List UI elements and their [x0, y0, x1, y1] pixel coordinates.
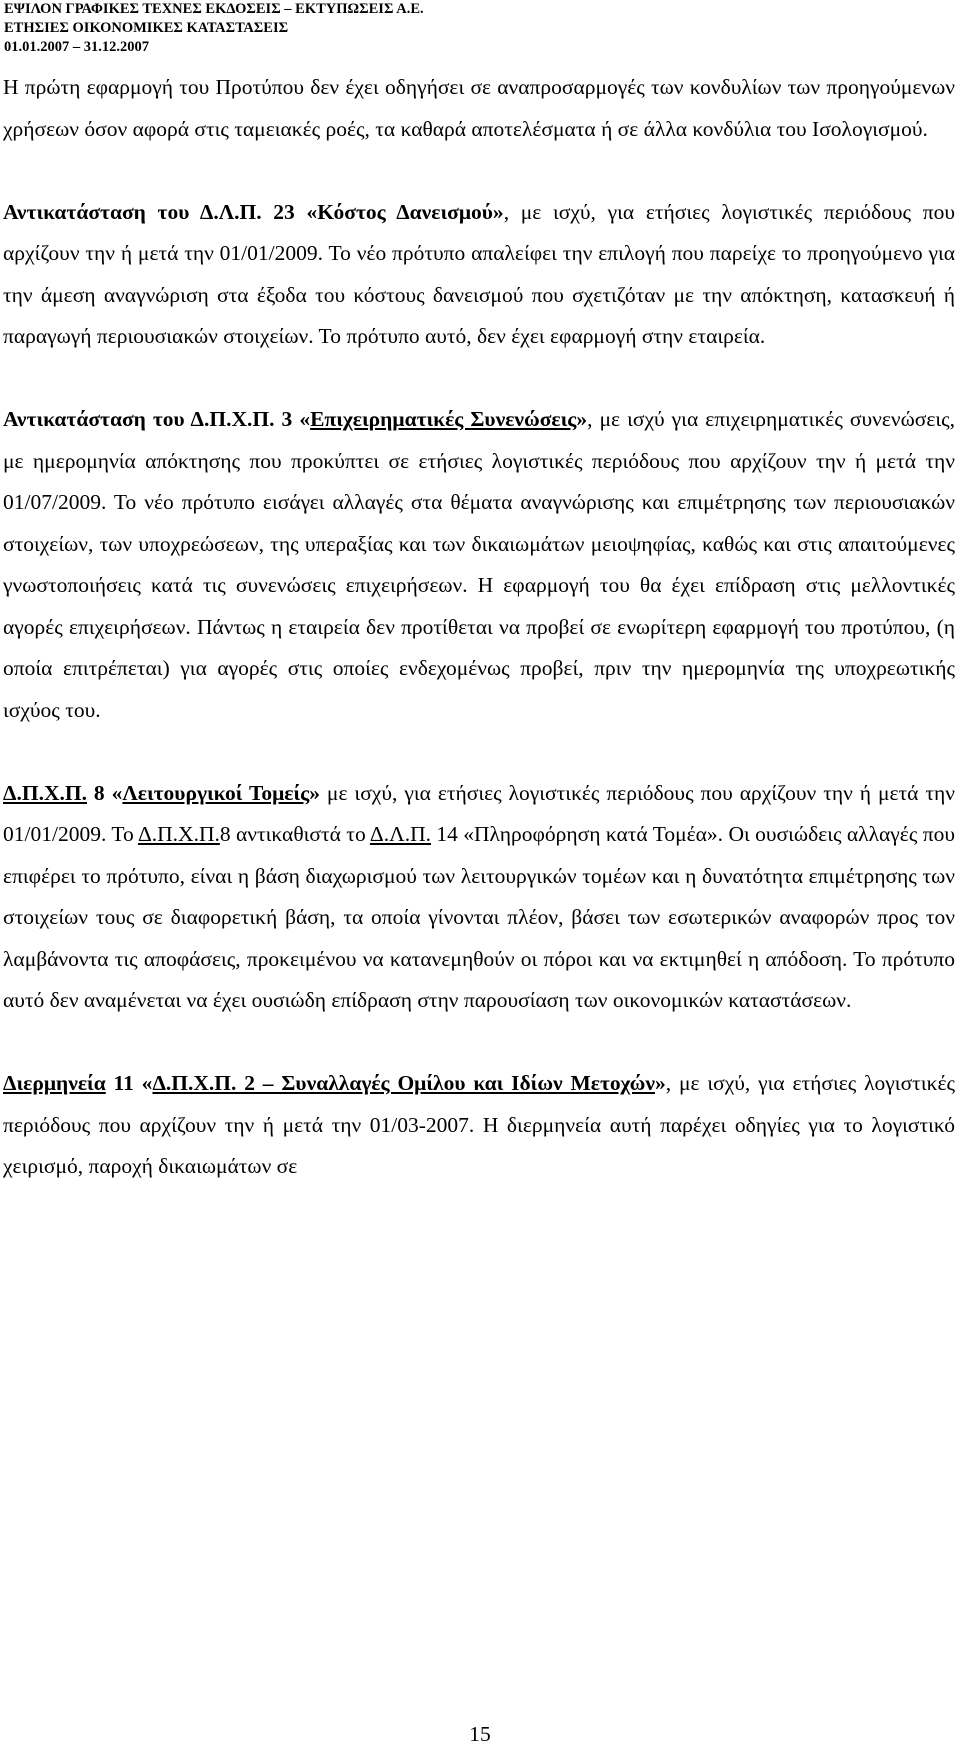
- section-title-name: Λειτουργικοί Τομείς: [122, 780, 310, 805]
- section-title-standard: 11 «: [105, 1071, 153, 1095]
- paragraph-text: Η πρώτη εφαρμογή του Προτύπου δεν έχει οδηγήσει σε αναπροσαρμογές των κονδυλίων των προηγούμενων χρήσεων όσον αφορά στις ταμειακές ροές, τα καθαρά αποτελέσματα ή σε άλλα κονδύλια του Ισολογισμού.: [3, 75, 955, 141]
- document-header: [4, 0, 424, 57]
- standard-reference: Δ.Π.Χ.Π.: [137, 822, 220, 846]
- section-title-quote: »: [576, 407, 588, 431]
- section-title-prefix: Αντικατάσταση του Δ.Π.Χ.Π.: [3, 407, 275, 431]
- section-title-name: Δανεισμού»: [396, 199, 504, 224]
- paragraph-first-application: [3, 67, 955, 150]
- paragraph-ifrs-8: [3, 773, 955, 1022]
- section-title-prefix: Δ.Π.Χ.Π.: [3, 780, 87, 805]
- section-title-quote: »: [655, 1071, 666, 1095]
- section-title-name: Δ.Π.Χ.Π. 2 – Συναλλαγές Ομίλου και Ιδίων Μετοχών: [152, 1071, 655, 1095]
- paragraph-text: 8 αντικαθιστά το: [219, 822, 370, 846]
- paragraph-text: 14 «Πληροφόρηση κατά Τομέα». Οι ουσιώδεις αλλαγές που επιφέρει το πρότυπο, είναι η βάση διαχωρισμού των λειτουργικών τομέων και η δυνατότητα επιμέτρησης των στοιχείων τους σε διαφορετική βάση, τα οποία γίνονται πλέον, βάσει των εσωτερικών αναφορών προς τον λαμβάνοντα τις αποφάσεις, προκειμένου να κατανεμηθούν οι πόροι και να εκτιμηθεί η απόδοση. Το πρότυπο αυτό δεν αναμένεται να έχει ουσιώδη επίδραση στην παρουσίαση των οικονομικών καταστάσεων.: [3, 822, 955, 1012]
- section-title-quote: »: [309, 780, 320, 805]
- section-title-prefix: Διερμηνεία: [3, 1071, 106, 1095]
- paragraph-text: , με ισχύ, για ετήσιες λογιστικές περιόδους που αρχίζουν την ή μετά την 01/01/2009. Το νέο πρότυπο απαλείφει την επιλογή που παρείχε το προηγούμενο για την άμεση αναγνώριση στα έξοδα του κόστους δανεισμού που σχετιζόταν με την απόκτηση, κατασκευή ή παραγωγή περιουσιακών στοιχείων. Το πρότυπο αυτό, δεν έχει εφαρμογή στην εταιρεία.: [3, 199, 955, 348]
- section-title-prefix: Αντικατάσταση του Δ.Λ.Π.: [3, 199, 262, 224]
- document-body: [3, 67, 955, 1188]
- page-number: 15: [469, 1722, 491, 1746]
- paragraph-ifric-11: [3, 1063, 955, 1188]
- paragraph-ias-23: [3, 192, 955, 358]
- paragraph-text: , με ισχύ για επιχειρηματικές συνενώσεις, με ημερομηνία απόκτησης που προκύπτει σε ετήσιες λογιστικές περιόδους που αρχίζουν την ή μετά την 01/07/2009. Το νέο πρότυπο εισάγει αλλαγές στα θέματα αναγνώρισης και επιμέτρησης των περιουσιακών στοιχείων, των υποχρεώσεων, της υπεραξίας και των δικαιωμάτων μειοψηφίας, καθώς και στις απαιτούμενες γνωστοποιήσεις κατά τις συνενώσεις επιχειρήσεων. Η εφαρμογή του θα έχει επίδραση στις μελλοντικές αγορές επιχειρήσεων. Πάντως η εταιρεία δεν προτίθεται να προβεί σε ενωρίτερη εφαρμογή του προτύπου, (η οποία επιτρέπεται) για αγορές στις οποίες ενδεχομένως προβεί, πριν την ημερομηνία της υποχρεωτικής ισχύος του.: [3, 407, 956, 722]
- paragraph-text: , με ισχύ, για ετήσιες λογιστικές περιόδους που αρχίζουν την ή μετά την 01/03-2007. Η διερμηνεία αυτή παρέχει οδηγίες για το λογιστικό χειρισμό, παροχή δικαιωμάτων σε: [3, 1071, 955, 1178]
- company-name: ΕΨΙΛΟΝ ΓΡΑΦΙΚΕΣ ΤΕΧΝΕΣ ΕΚΔΟΣΕΙΣ – ΕΚΤΥΠΩΣΕΙΣ Α.Ε.: [4, 1, 424, 17]
- report-title: ΕΤΗΣΙΕΣ ΟΙΚΟΝΟΜΙΚΕΣ ΚΑΤΑΣΤΑΣΕΙΣ: [4, 20, 289, 36]
- paragraph-ifrs-3: [3, 399, 955, 731]
- section-title-standard: 3 «: [274, 407, 311, 431]
- paragraph-text: με ισχύ, για ετήσιες λογιστικές περιόδους που αρχίζουν την ή μετά την 01/01/2009. Το: [3, 780, 956, 846]
- section-title-name: Επιχειρηματικές Συνενώσεις: [310, 407, 577, 431]
- standard-reference: Δ.Λ.Π.: [369, 822, 431, 846]
- section-title-standard: 23 «Κόστος: [261, 199, 397, 224]
- report-period: 01.01.2007 – 31.12.2007: [4, 39, 149, 55]
- section-title-standard: 8 «: [86, 780, 123, 805]
